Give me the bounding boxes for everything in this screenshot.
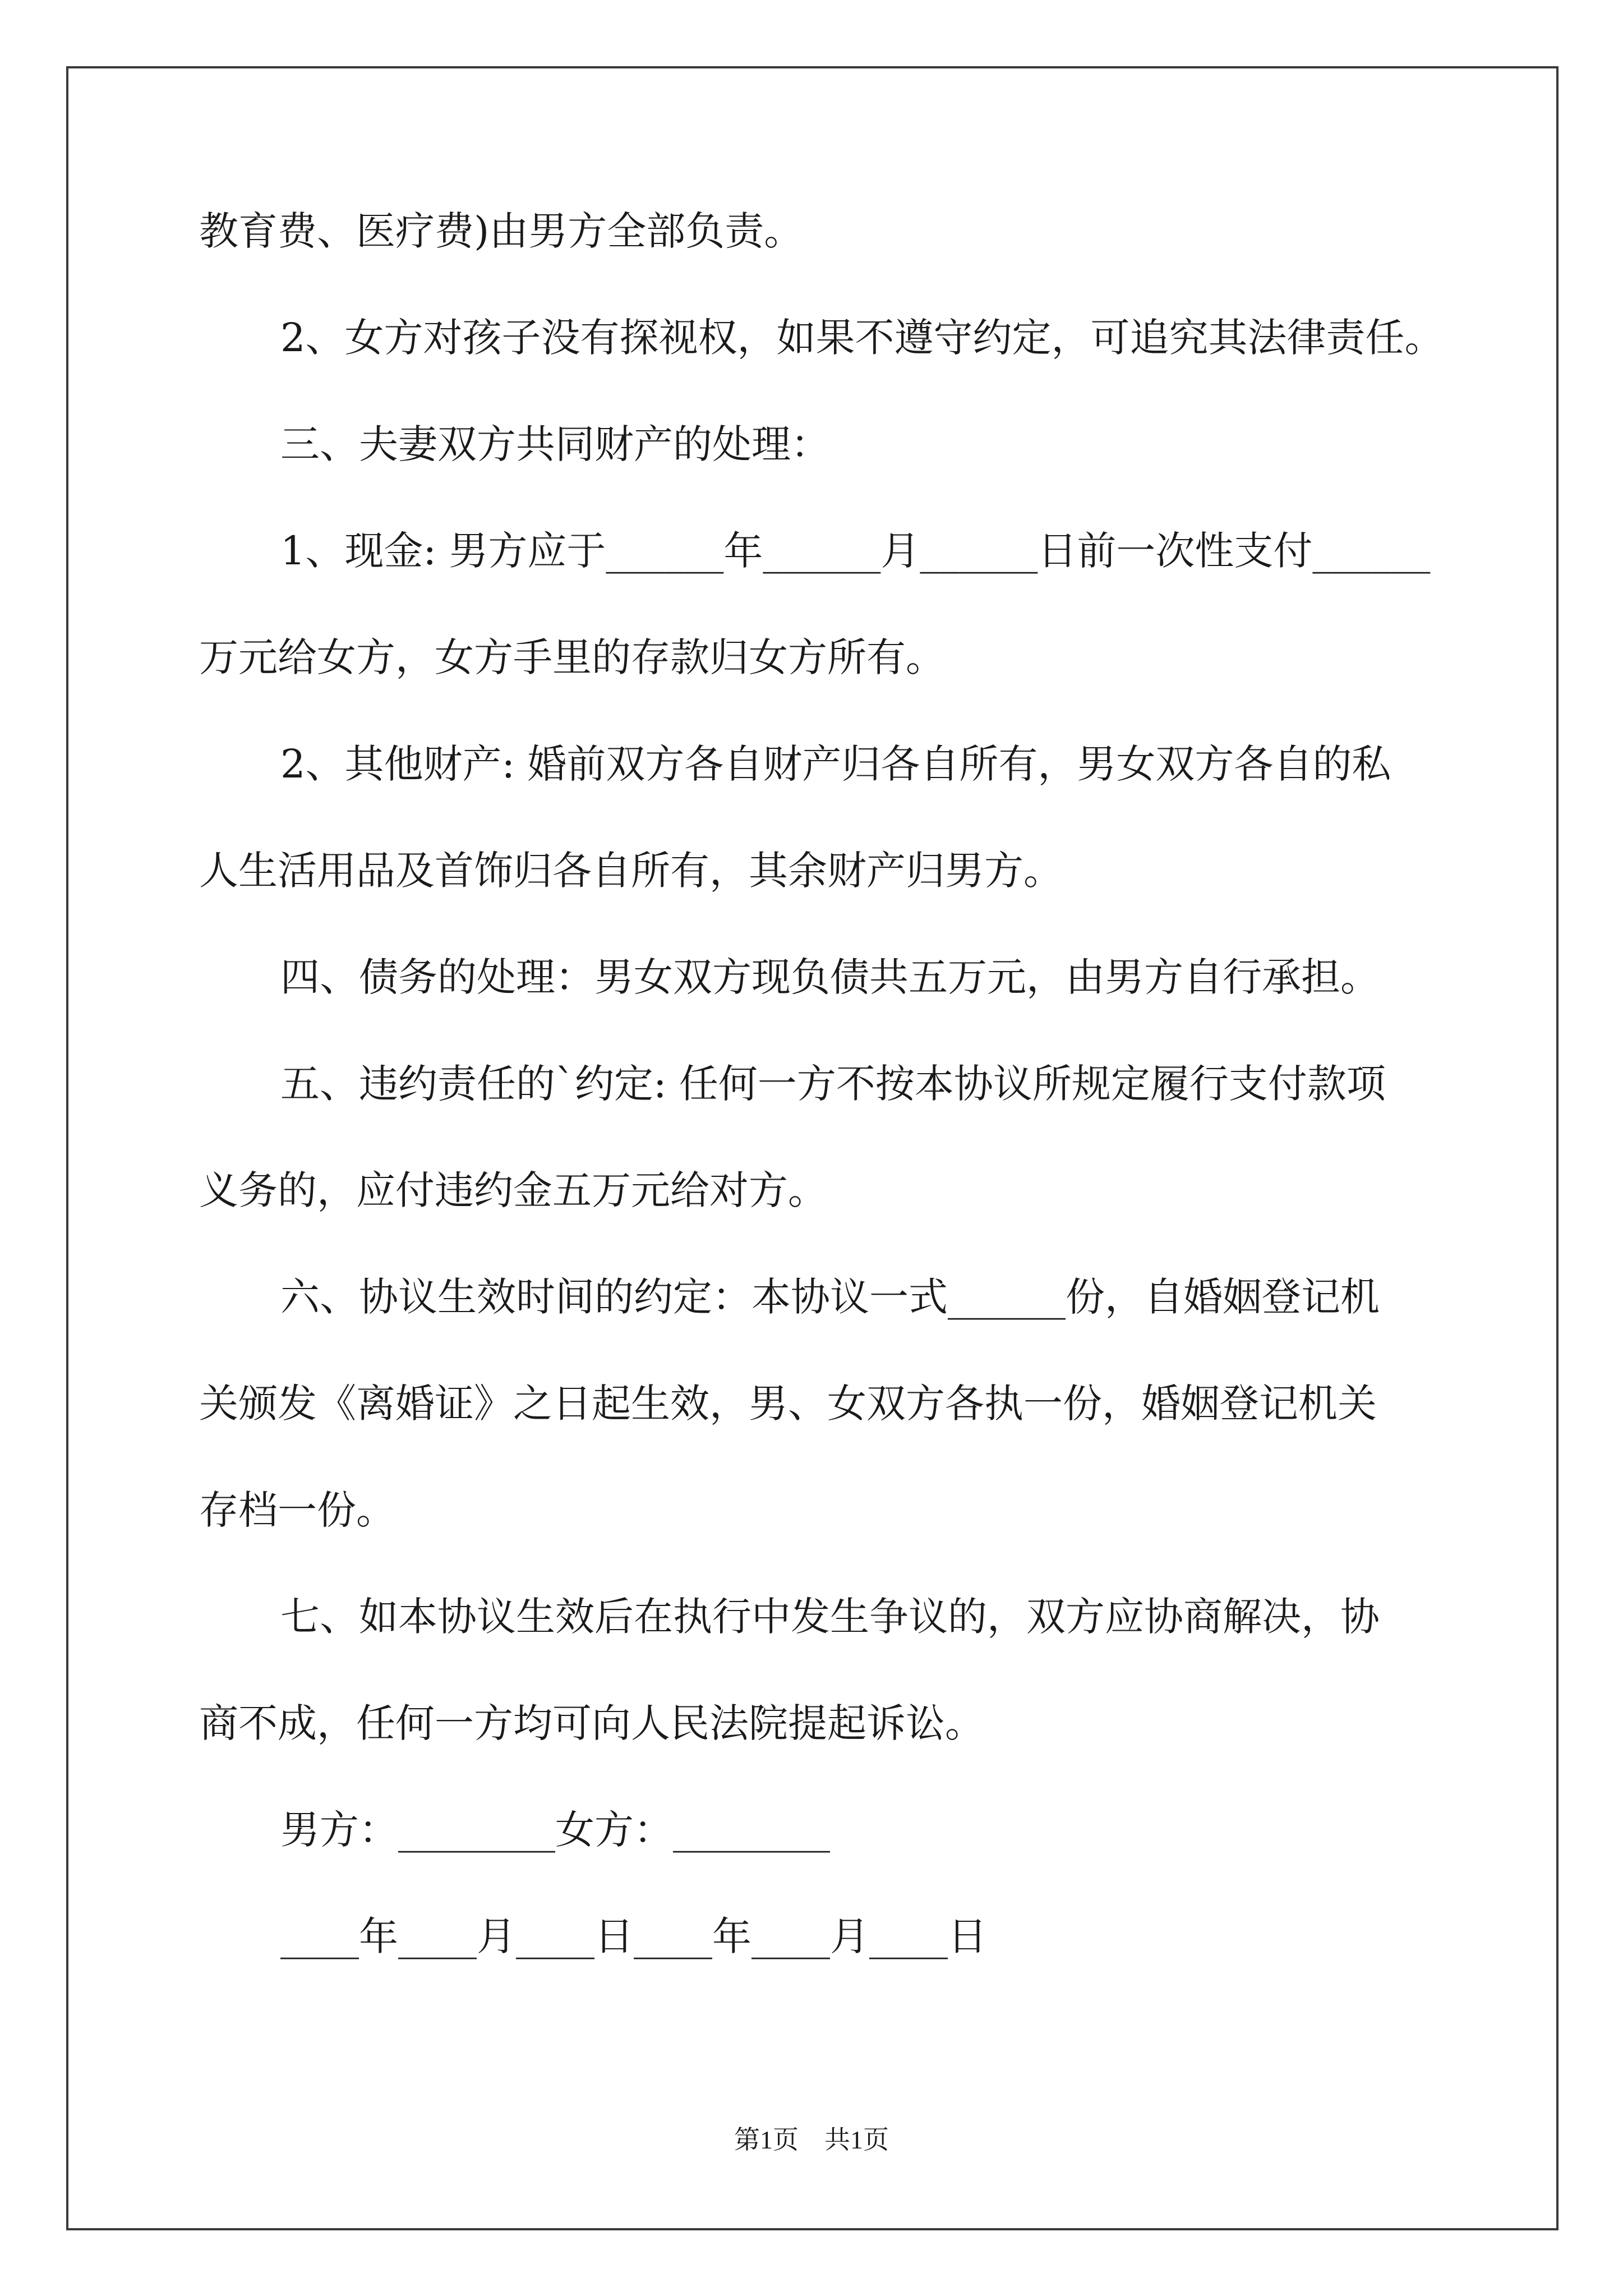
text-line: 2、其他财产: 婚前双方各自财产归各自所有，男女双方各自的私	[280, 741, 1391, 787]
text-line: 1、现金: 男方应于______年______月______日前一次性支付______	[280, 528, 1431, 574]
signature-line: 男方：________女方：________	[280, 1807, 830, 1853]
text-line: 商不成，任何一方均可向人民法院提起诉讼。	[199, 1700, 984, 1746]
text-line: 存档一份。	[199, 1487, 395, 1533]
text-line: 七、如本协议生效后在执行中发生争议的，双方应协商解决，协	[280, 1594, 1380, 1640]
text-line: 教育费、医疗费)由男方全部负责。	[199, 208, 804, 254]
text-line: 2、女方对孩子没有探视权，如果不遵守约定，可追究其法律责任。	[280, 315, 1444, 361]
text-line: 万元给女方，女方手里的存款归女方所有。	[199, 634, 945, 680]
text-line: 六、协议生效时间的约定：本协议一式______份，自婚姻登记机	[280, 1274, 1380, 1320]
page-number: 第1页 共1页	[734, 2125, 889, 2154]
date-line: ____年____月____日____年____月____日	[280, 1913, 987, 1959]
text-line: 四、债务的处理：男女双方现负债共五万元，由男方自行承担。	[280, 954, 1380, 1000]
text-line: 三、夫妻双方共同财产的处理：	[280, 421, 830, 467]
text-line: 五、违约责任的`约定: 任何一方不按本协议所规定履行支付款项	[280, 1061, 1386, 1107]
page-border	[66, 66, 1559, 2230]
text-line: 关颁发《离婚证》之日起生效，男、女双方各执一份，婚姻登记机关	[199, 1381, 1377, 1427]
text-line: 人生活用品及首饰归各自所有，其余财产归男方。	[199, 848, 1063, 894]
text-line: 义务的，应付违约金五万元给对方。	[199, 1167, 827, 1213]
